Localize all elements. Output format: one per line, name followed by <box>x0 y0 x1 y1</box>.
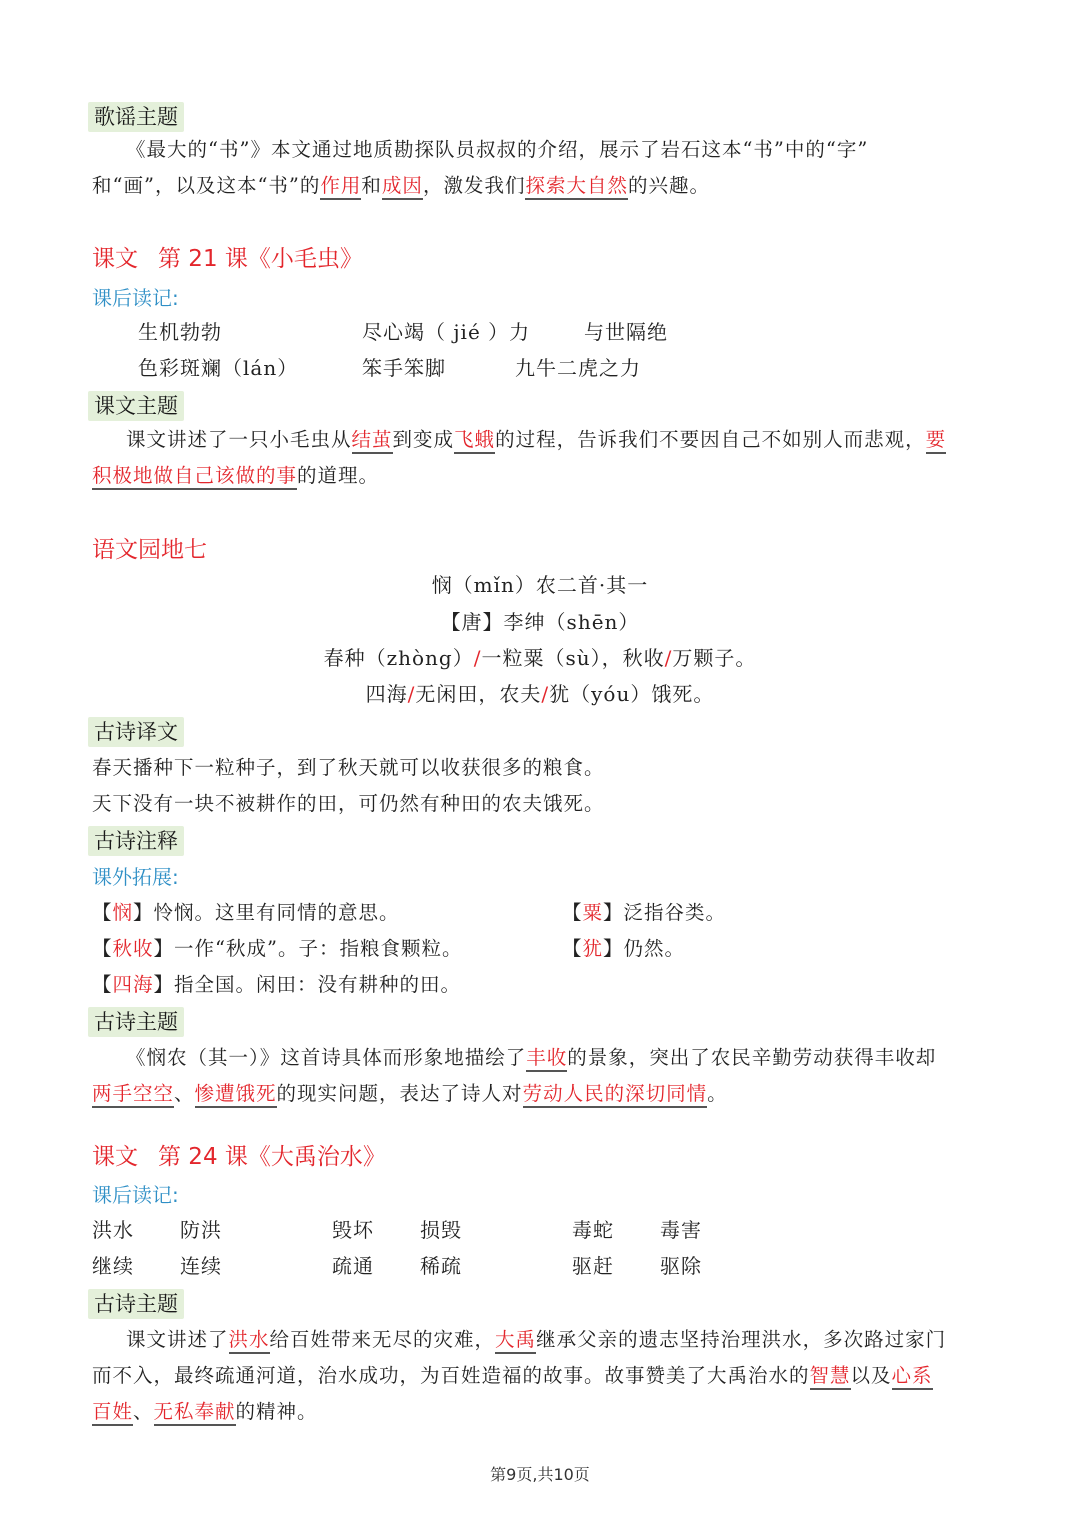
para-line <box>92 132 992 168</box>
para-line <box>92 422 992 458</box>
vocab-word: 尽心竭（ jié ）力 <box>362 320 531 344</box>
note-term: 犹 <box>582 937 604 960</box>
lesson-24-subheading: 课后读记: <box>92 1183 179 1207</box>
vocab-word: 色彩斑斓（lán） <box>138 356 299 380</box>
key-word: 心系 <box>892 1364 933 1390</box>
text: 以及 <box>850 1364 892 1387</box>
text: 和“画”，以及这本“书”的 <box>92 174 321 197</box>
text: 一粒粟（sù），秋收 <box>481 646 665 670</box>
text: 万颗子。 <box>672 646 757 670</box>
vocab-word: 毒蛇 <box>572 1218 614 1242</box>
para-line <box>92 1358 992 1394</box>
text: 到变成 <box>392 428 455 451</box>
bracket: 【 <box>92 901 113 924</box>
text: 的道理。 <box>297 464 380 487</box>
heading-title: 第 24 课《大禹治水》 <box>158 1144 386 1170</box>
vocab-word: 防洪 <box>180 1218 222 1242</box>
text: 《最大的“书”》本文通过地质勘探队员叔叔的介绍，展示了岩石这本“书”中的“字” <box>126 138 869 161</box>
vocab-word: 九牛二虎之力 <box>515 356 641 380</box>
text: 的精神。 <box>235 1400 318 1423</box>
text: 的过程，告诉我们不要因自己不如别人而悲观， <box>495 428 926 451</box>
key-word: 丰收 <box>526 1046 567 1072</box>
pause-mark: / <box>541 682 550 706</box>
key-word: 大禹 <box>495 1328 536 1354</box>
heading-label: 课文 <box>92 246 138 272</box>
key-word: 要 <box>926 428 947 454</box>
bracket: 】 <box>153 973 175 996</box>
bracket: 】 <box>603 901 624 924</box>
section-tag-lesson-theme: 课文主题 <box>88 391 184 421</box>
vocab-word: 损毁 <box>420 1218 462 1242</box>
translation-line: 天下没有一块不被耕作的田，可仍然有种田的农夫饿死。 <box>92 792 605 815</box>
translation-line: 春天播种下一粒种子，到了秋天就可以收获很多的粮食。 <box>92 756 605 779</box>
para-line <box>92 1322 992 1358</box>
section-tag-song-theme: 歌谣主题 <box>88 102 184 132</box>
vocab-word: 毒害 <box>660 1218 702 1242</box>
note-term: 粟 <box>582 901 604 924</box>
key-word: 无私奉献 <box>154 1400 236 1426</box>
key-word: 劳动人民的深切同情 <box>523 1082 708 1108</box>
notes-subheading: 课外拓展: <box>92 865 179 889</box>
vocab-word: 驱赶 <box>572 1254 614 1278</box>
key-word: 两手空空 <box>92 1082 174 1108</box>
poem-line-1 <box>0 640 1080 676</box>
text: 四海 <box>365 682 408 706</box>
text: 和 <box>361 174 382 197</box>
note-text: 怜悯。这里有同情的意思。 <box>153 901 400 924</box>
lesson-21-theme-paragraph <box>92 422 992 494</box>
bracket: 】 <box>153 937 175 960</box>
key-word: 成因 <box>382 174 423 200</box>
lesson-21-heading <box>92 243 363 275</box>
text: ，激发我们 <box>422 174 526 197</box>
vocab-word: 笨手笨脚 <box>362 356 446 380</box>
note-text: 仍然。 <box>623 937 686 960</box>
key-word: 作用 <box>320 174 361 200</box>
text: 的景象，突出了农民辛勤劳动获得丰收却 <box>567 1046 937 1069</box>
vocab-word: 毁坏 <box>332 1218 374 1242</box>
para-line <box>92 1040 992 1076</box>
section-tag-lesson-24-theme: 古诗主题 <box>88 1289 184 1319</box>
bracket: 【 <box>92 973 113 996</box>
bracket: 【 <box>562 901 583 924</box>
key-word: 飞蛾 <box>454 428 495 454</box>
section-tag-poem-theme: 古诗主题 <box>88 1007 184 1037</box>
key-word: 结茧 <box>352 428 393 454</box>
lesson-24-heading <box>92 1141 386 1173</box>
poem-author: 【唐】李绅（shēn） <box>440 610 640 634</box>
heading-title: 第 21 课《小毛虫》 <box>158 246 363 272</box>
text: 的兴趣。 <box>627 174 710 197</box>
lesson-24-theme-paragraph <box>92 1322 992 1430</box>
bracket: 】 <box>133 901 154 924</box>
poem-line-2 <box>0 676 1080 712</box>
section-tag-notes: 古诗注释 <box>88 826 184 856</box>
note-text: 泛指谷类。 <box>623 901 727 924</box>
note-term: 秋收 <box>112 937 154 960</box>
heading-label: 课文 <box>92 1144 138 1170</box>
key-word: 洪水 <box>229 1328 270 1354</box>
note-item <box>92 967 461 1003</box>
text: 继承父亲的遗志坚持治理洪水，多次路过家门 <box>536 1328 947 1351</box>
song-theme-paragraph <box>92 132 992 204</box>
note-item <box>92 931 463 967</box>
note-text: 一作“秋成”。子：指粮食颗粒。 <box>174 937 463 960</box>
text: 《悯农（其一）》这首诗具体而形象地描绘了 <box>126 1046 527 1069</box>
text: 给百姓带来无尽的灾难， <box>269 1328 496 1351</box>
note-item <box>562 895 726 931</box>
key-word: 智慧 <box>810 1364 851 1390</box>
vocab-word: 稀疏 <box>420 1254 462 1278</box>
para-line <box>92 1394 992 1430</box>
bracket: 【 <box>562 937 583 960</box>
bracket: 】 <box>603 937 624 960</box>
text: 、 <box>174 1082 195 1105</box>
note-term: 四海 <box>112 973 154 996</box>
vocab-word: 驱除 <box>660 1254 702 1278</box>
text: 的现实问题，表达了诗人对 <box>276 1082 523 1105</box>
pause-mark: / <box>407 682 416 706</box>
text: 犹（yóu）饿死。 <box>549 682 715 706</box>
text: 。 <box>707 1082 728 1105</box>
text: 无闲田，农夫 <box>415 682 542 706</box>
key-word: 惨遭饿死 <box>195 1082 277 1108</box>
key-word: 探索大自然 <box>525 174 628 200</box>
para-line <box>92 458 992 494</box>
pause-mark: / <box>664 646 673 670</box>
bracket: 【 <box>92 937 113 960</box>
garden-7-heading: 语文园地七 <box>92 537 207 563</box>
vocab-word: 洪水 <box>92 1218 134 1242</box>
note-term: 悯 <box>112 901 134 924</box>
vocab-word: 疏通 <box>332 1254 374 1278</box>
note-text: 指全国。闲田：没有耕种的田。 <box>174 973 462 996</box>
text: 课文讲述了 <box>126 1328 229 1351</box>
poem-title: 悯（mǐn）农二首·其一 <box>431 573 649 597</box>
key-word: 积极地做自己该做的事 <box>92 464 297 490</box>
pause-mark: / <box>473 646 482 670</box>
vocab-word: 生机勃勃 <box>138 320 222 344</box>
lesson-21-subheading: 课后读记: <box>92 286 179 310</box>
para-line <box>92 1076 992 1112</box>
key-word: 百姓 <box>92 1400 133 1426</box>
vocab-word: 连续 <box>180 1254 222 1278</box>
vocab-word: 与世隔绝 <box>584 320 668 344</box>
vocab-word: 继续 <box>92 1254 134 1278</box>
para-line <box>92 168 992 204</box>
text: 、 <box>133 1400 154 1423</box>
page-number: 第9页,共10页 <box>490 1465 590 1484</box>
note-item <box>562 931 685 967</box>
poem-theme-paragraph <box>92 1040 992 1112</box>
note-item <box>92 895 400 931</box>
text: 而不入，最终疏通河道，治水成功，为百姓造福的故事。故事赞美了大禹治水的 <box>92 1364 810 1387</box>
text: 春种（zhòng） <box>323 646 474 670</box>
text: 课文讲述了一只小毛虫从 <box>126 428 352 451</box>
section-tag-translation: 古诗译文 <box>88 717 184 747</box>
